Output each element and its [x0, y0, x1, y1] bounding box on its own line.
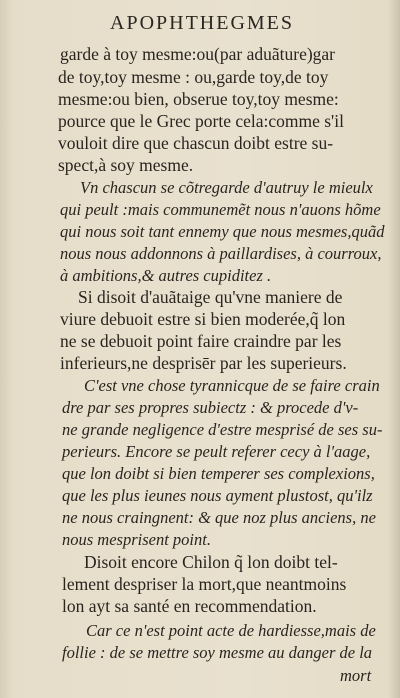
text-line: que les plus ieunes nous ayment plustost, qu'ilz — [62, 486, 373, 505]
text-line: que lon doibt si bien temperer ses complexions, — [62, 464, 375, 483]
text-line: lement despriser la mort,que neantmoins — [62, 574, 347, 594]
text-line: Si disoit d'auãtaige qu'vne maniere de — [78, 287, 343, 307]
text-line: mesme:ou bien, obserue toy,toy mesme: — [58, 89, 339, 109]
text-line: nous nous addonnons à paillardises, à courroux, — [60, 244, 382, 263]
text-line: viure debuoit estre si bien moderée,q̃ lon — [60, 309, 346, 329]
text-line: Vn chascun se cõtregarde d'autruy le mieulx — [80, 178, 373, 197]
text-line: dre par ses propres subiectz : & procede d'v- — [62, 398, 359, 417]
running-head: APOPHTHEGMES — [110, 12, 295, 34]
text-line: vouloit dire que chascun doibt estre su- — [58, 133, 334, 153]
catchword: mort — [340, 666, 372, 685]
text-line: lon ayt sa santé en recommendation. — [62, 596, 317, 616]
text-line: garde à toy mesme:ou(par aduãture)gar — [60, 44, 336, 64]
text-line: perieurs. Encore se peult referer cecy à l'aage, — [62, 442, 371, 461]
text-line: C'est vne chose tyrannicque de se faire crain — [84, 376, 380, 395]
text-line: à ambitions,& autres cupiditez . — [60, 266, 272, 285]
text-line: qui peult :mais communemẽt nous n'auons hõme — [60, 200, 381, 219]
text-line: inferieurs,ne desprisēr par les superieurs. — [60, 353, 347, 373]
text-line: spect,à soy mesme. — [58, 155, 194, 175]
text-line: nous mesprisent point. — [62, 530, 211, 549]
text-line: ne se debuoit point faire craindre par les — [60, 331, 342, 351]
text-line: qui nous soit tant ennemy que nous mesmes,quãd — [60, 222, 385, 241]
text-line: Disoit encore Chilon q̃ lon doibt tel- — [84, 552, 338, 572]
text-line: de toy,toy mesme : ou,garde toy,de toy — [58, 67, 329, 87]
text-line: ne grande negligence d'estre mesprisé de ses su- — [62, 420, 383, 439]
text-line: pource que le Grec porte cela:comme s'il — [58, 111, 344, 131]
text-line: follie : de se mettre soy mesme au danger de la — [62, 643, 373, 662]
text-line: ne nous craingnent: & que noz plus anciens, ne — [62, 508, 376, 527]
text-line: Car ce n'est point acte de hardiesse,mais de — [86, 621, 376, 640]
